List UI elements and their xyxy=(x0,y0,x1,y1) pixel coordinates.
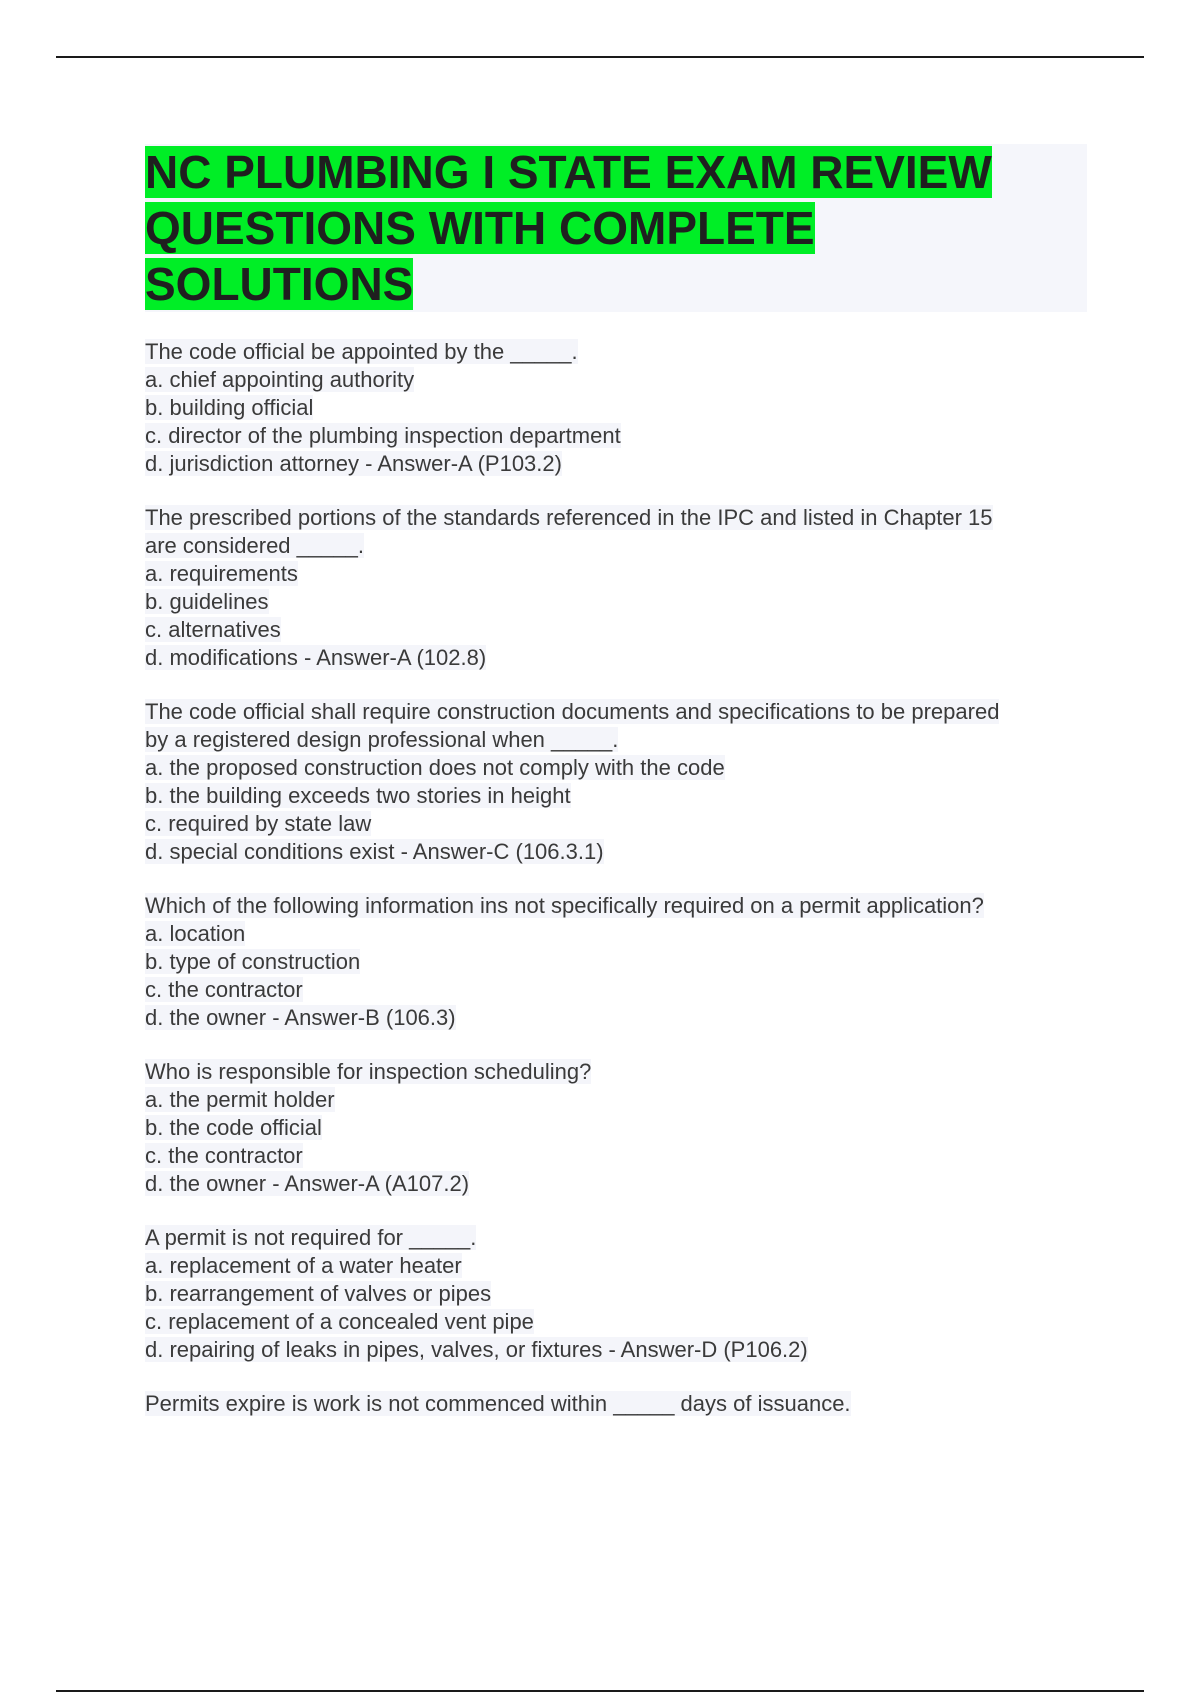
answer-option xyxy=(145,976,1095,1004)
answer-option xyxy=(145,450,1095,478)
answer-option-text: c. alternatives xyxy=(145,617,281,642)
answer-option xyxy=(145,560,1095,588)
title-block xyxy=(145,144,1087,312)
title-line-2: QUESTIONS WITH COMPLETE xyxy=(145,202,815,254)
answer-option-text: d. special conditions exist - Answer-C (106.3.1) xyxy=(145,839,604,864)
answer-option-text: c. the contractor xyxy=(145,977,303,1002)
bottom-rule xyxy=(56,1690,1144,1692)
question-text: Permits expire is work is not commenced within _____ days of issuance. xyxy=(145,1391,851,1416)
question-text: are considered _____. xyxy=(145,533,364,558)
answer-option xyxy=(145,754,1095,782)
answer-option xyxy=(145,588,1095,616)
question-block xyxy=(145,338,1095,478)
question-stem-line xyxy=(145,1390,1095,1418)
question-stem-line xyxy=(145,698,1095,726)
question-block xyxy=(145,1390,1095,1418)
answer-option xyxy=(145,948,1095,976)
question-stem-line xyxy=(145,892,1095,920)
answer-option xyxy=(145,810,1095,838)
answer-option-text: b. guidelines xyxy=(145,589,269,614)
answer-option-text: d. jurisdiction attorney - Answer-A (P103.2) xyxy=(145,451,562,476)
question-stem-line xyxy=(145,1224,1095,1252)
question-text: The prescribed portions of the standards referenced in the IPC and listed in Chapter 15 xyxy=(145,505,993,530)
answer-option-text: a. replacement of a water heater xyxy=(145,1253,462,1278)
question-stem-line xyxy=(145,532,1095,560)
question-text: The code official be appointed by the _____. xyxy=(145,339,578,364)
question-text: A permit is not required for _____. xyxy=(145,1225,477,1250)
answer-option-text: d. the owner - Answer-A (A107.2) xyxy=(145,1171,470,1196)
title-line-3: SOLUTIONS xyxy=(145,258,414,310)
answer-option xyxy=(145,1308,1095,1336)
answer-option-text: a. the proposed construction does not comply with the code xyxy=(145,755,725,780)
answer-option-text: b. building official xyxy=(145,395,314,420)
question-stem-line xyxy=(145,726,1095,754)
question-block xyxy=(145,1224,1095,1364)
answer-option-text: a. chief appointing authority xyxy=(145,367,415,392)
answer-option-text: c. required by state law xyxy=(145,811,372,836)
question-block xyxy=(145,892,1095,1032)
question-text: Which of the following information ins not specifically required on a permit application? xyxy=(145,893,984,918)
answer-option-text: c. replacement of a concealed vent pipe xyxy=(145,1309,534,1334)
question-list xyxy=(145,338,1095,1444)
answer-option-text: d. the owner - Answer-B (106.3) xyxy=(145,1005,456,1030)
answer-option-text: c. the contractor xyxy=(145,1143,303,1168)
answer-option xyxy=(145,366,1095,394)
answer-option-text: b. type of construction xyxy=(145,949,361,974)
answer-option xyxy=(145,1280,1095,1308)
answer-option xyxy=(145,1252,1095,1280)
answer-option xyxy=(145,1142,1095,1170)
top-rule xyxy=(56,56,1144,58)
answer-option-text: b. the building exceeds two stories in height xyxy=(145,783,571,808)
answer-option xyxy=(145,1170,1095,1198)
answer-option xyxy=(145,644,1095,672)
answer-option-text: d. repairing of leaks in pipes, valves, or fixtures - Answer-D (P106.2) xyxy=(145,1337,808,1362)
answer-option xyxy=(145,1004,1095,1032)
answer-option-text: a. location xyxy=(145,921,246,946)
answer-option-text: b. the code official xyxy=(145,1115,322,1140)
answer-option xyxy=(145,1086,1095,1114)
answer-option xyxy=(145,920,1095,948)
answer-option-text: a. requirements xyxy=(145,561,298,586)
question-stem-line xyxy=(145,338,1095,366)
question-block xyxy=(145,698,1095,866)
answer-option xyxy=(145,394,1095,422)
answer-option-text: b. rearrangement of valves or pipes xyxy=(145,1281,492,1306)
question-stem-line xyxy=(145,1058,1095,1086)
question-text: Who is responsible for inspection scheduling? xyxy=(145,1059,592,1084)
answer-option xyxy=(145,782,1095,810)
answer-option xyxy=(145,422,1095,450)
question-block xyxy=(145,504,1095,672)
answer-option xyxy=(145,1114,1095,1142)
answer-option-text: c. director of the plumbing inspection department xyxy=(145,423,621,448)
title-line-1: NC PLUMBING I STATE EXAM REVIEW xyxy=(145,146,992,198)
answer-option-text: a. the permit holder xyxy=(145,1087,335,1112)
answer-option xyxy=(145,838,1095,866)
question-block xyxy=(145,1058,1095,1198)
answer-option-text: d. modifications - Answer-A (102.8) xyxy=(145,645,487,670)
question-text: by a registered design professional when _____. xyxy=(145,727,619,752)
document-title xyxy=(145,144,1087,312)
answer-option xyxy=(145,616,1095,644)
question-text: The code official shall require construction documents and specifications to be prepared xyxy=(145,699,1000,724)
question-stem-line xyxy=(145,504,1095,532)
answer-option xyxy=(145,1336,1095,1364)
